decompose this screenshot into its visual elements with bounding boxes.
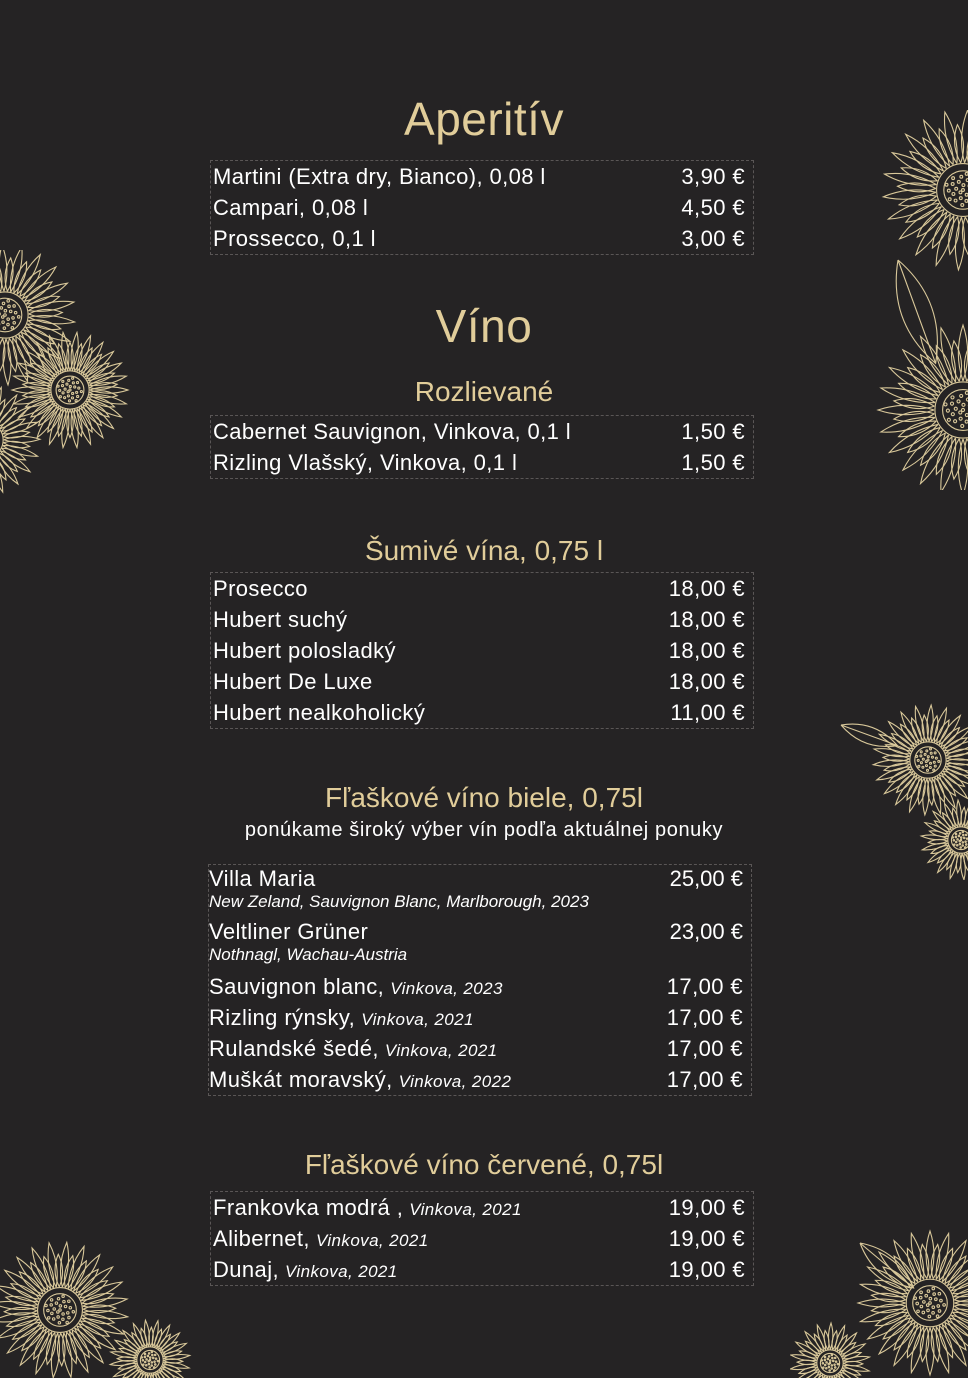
seed — [72, 1311, 74, 1313]
item-name: Prossecco, 0,1 l — [213, 226, 376, 251]
seed — [964, 847, 965, 848]
petal — [939, 1326, 952, 1358]
seed — [831, 1365, 832, 1366]
item-name: Rulandské šedé, — [209, 1036, 379, 1061]
seed — [957, 845, 958, 846]
section-title-aperitiv: Aperitív — [404, 93, 564, 145]
seed — [966, 844, 967, 845]
petal — [931, 1244, 940, 1278]
item-price: 1,50 € — [681, 450, 745, 475]
seed — [935, 757, 937, 759]
petal — [0, 451, 30, 472]
subsection-title-rozlievane: Rozlievané — [414, 376, 554, 407]
item-name: Hubert suchý — [213, 607, 348, 632]
list-item — [211, 635, 753, 666]
seed — [53, 1308, 55, 1310]
seed — [961, 204, 964, 207]
list-item — [211, 1223, 753, 1254]
item-price: 18,00 € — [668, 669, 745, 694]
seed — [930, 748, 932, 750]
seed — [922, 1311, 925, 1314]
seed — [925, 1294, 928, 1297]
seed — [157, 1360, 158, 1361]
item-origin: Vinkova, 2021 — [409, 1200, 522, 1219]
seed — [917, 759, 919, 761]
seed — [147, 1355, 148, 1356]
petal — [900, 724, 916, 745]
seed — [929, 767, 931, 769]
petal — [871, 1304, 905, 1313]
seed — [927, 756, 929, 758]
item-price: 18,00 € — [668, 638, 745, 663]
seed — [143, 1364, 144, 1365]
item-price: 19,00 € — [668, 1257, 745, 1282]
seed — [142, 1360, 143, 1361]
seed — [68, 1316, 70, 1318]
seed — [834, 1364, 835, 1365]
seed — [959, 197, 962, 200]
petal — [20, 270, 41, 296]
seed — [148, 1353, 149, 1354]
seed — [62, 1295, 64, 1297]
seed — [959, 843, 960, 844]
item-price: 17,00 € — [666, 1067, 743, 1092]
item-name: Martini (Extra dry, Bianco), 0,08 l — [213, 164, 546, 189]
petal — [911, 1233, 924, 1279]
seed — [824, 1356, 825, 1357]
seed — [57, 1311, 59, 1313]
seed — [834, 1357, 835, 1358]
seed — [954, 844, 955, 845]
petal — [952, 439, 962, 479]
petal — [911, 1327, 924, 1373]
petal — [939, 1248, 952, 1280]
seed — [148, 1360, 149, 1361]
seed — [947, 418, 950, 421]
seed — [152, 1354, 153, 1355]
seed — [961, 408, 964, 411]
item-price: 18,00 € — [668, 576, 745, 601]
item-price: 11,00 € — [670, 700, 745, 725]
item-price: 17,00 € — [666, 1036, 743, 1061]
seed — [833, 1360, 834, 1361]
cervene-list — [210, 1191, 754, 1286]
list-item — [211, 697, 753, 728]
item-price: 3,00 € — [681, 226, 745, 251]
seed — [58, 1322, 60, 1324]
petal — [907, 1326, 920, 1358]
petal — [875, 1312, 907, 1325]
seed — [957, 180, 960, 183]
offer-note: ponúkame široký výber vín podľa aktuálnej ponuky — [244, 819, 724, 841]
seed — [952, 177, 955, 180]
seed — [959, 191, 962, 194]
seed — [154, 1354, 155, 1355]
section-title-vino: Víno — [435, 300, 533, 352]
petal — [910, 151, 941, 174]
seed — [55, 1302, 57, 1304]
subsection-title-biele: Fľaškové víno biele, 0,75l — [325, 782, 643, 813]
seed — [945, 183, 948, 186]
petal — [907, 1248, 920, 1280]
seed — [960, 175, 963, 178]
seed — [50, 1299, 52, 1301]
seed — [149, 1367, 150, 1368]
seed — [952, 193, 955, 196]
seed — [938, 760, 940, 762]
seed — [833, 1370, 834, 1371]
seed — [828, 1363, 829, 1364]
petal — [937, 720, 949, 743]
seed — [937, 1305, 940, 1308]
seed — [932, 1312, 935, 1315]
petal — [920, 1244, 929, 1278]
petal — [860, 1309, 906, 1322]
item-price: 17,00 € — [666, 1005, 743, 1030]
seed — [940, 1299, 943, 1302]
seed — [943, 1304, 946, 1307]
item-price: 18,00 € — [668, 607, 745, 632]
seed — [154, 1361, 155, 1362]
seed — [51, 1312, 53, 1314]
seed — [832, 1357, 833, 1358]
seed — [144, 1356, 145, 1357]
seed — [153, 1367, 154, 1368]
seed — [153, 1357, 154, 1358]
petal — [936, 216, 954, 266]
item-name: Villa Maria — [209, 866, 316, 891]
item-origin: Vinkova, 2023 — [390, 979, 503, 998]
list-item — [211, 447, 753, 478]
seed — [916, 755, 918, 757]
seed — [50, 1304, 52, 1306]
petal — [899, 421, 937, 437]
seed — [926, 750, 928, 752]
seed — [831, 1368, 832, 1369]
seed — [835, 1361, 836, 1362]
seed — [933, 1293, 936, 1296]
petal — [877, 767, 911, 780]
seed — [52, 1318, 54, 1320]
seed — [155, 1358, 156, 1359]
petal — [2, 419, 25, 431]
list-item — [209, 971, 751, 1002]
petal — [941, 438, 956, 490]
seed — [930, 762, 932, 764]
item-price: 17,00 € — [666, 974, 743, 999]
seed — [962, 189, 965, 192]
seed — [965, 199, 968, 202]
item-name: Rizling rýnsky, — [209, 1005, 356, 1030]
item-name: Hubert polosladký — [213, 638, 396, 663]
item-name: Sauvignon blanc, — [209, 974, 385, 999]
seed — [45, 1304, 47, 1306]
seed — [959, 411, 962, 414]
sunflower-icon — [0, 1235, 200, 1378]
seed — [59, 1305, 61, 1307]
seed — [923, 1301, 926, 1304]
seed — [947, 189, 950, 192]
list-item — [211, 161, 753, 192]
seed — [959, 417, 962, 420]
seed — [826, 1368, 827, 1369]
seed — [148, 1363, 149, 1364]
seed — [938, 1292, 941, 1295]
petal — [894, 411, 934, 421]
item-name: Hubert nealkoholický — [213, 700, 426, 725]
seed — [934, 752, 936, 754]
item-origin: Vinkova, 2021 — [315, 1231, 429, 1250]
seed — [826, 1362, 827, 1363]
leaf-icon — [841, 724, 897, 746]
seed — [920, 1305, 923, 1308]
seed — [63, 1300, 65, 1302]
seed — [827, 1358, 828, 1359]
item-price: 19,00 € — [668, 1226, 745, 1251]
seed — [927, 1290, 930, 1293]
item-origin: Vinkova, 2021 — [384, 1041, 498, 1060]
petal — [875, 1280, 907, 1293]
seed — [62, 1318, 64, 1320]
seed — [68, 1300, 70, 1302]
seed — [955, 187, 958, 190]
item-name: Veltliner Grüner — [209, 919, 369, 944]
seed — [926, 1304, 929, 1307]
seed — [824, 1364, 825, 1365]
seed — [821, 1360, 822, 1361]
sunflower-icon — [790, 1228, 968, 1378]
seed — [933, 761, 935, 763]
seed — [951, 183, 954, 186]
seed — [962, 845, 963, 846]
petal — [936, 1327, 949, 1373]
seed — [822, 1363, 823, 1364]
seed — [47, 1317, 49, 1319]
seed — [57, 1316, 59, 1318]
item-origin: Vinkova, 2021 — [285, 1262, 398, 1281]
petal — [936, 437, 952, 475]
item-name: Hubert De Luxe — [213, 669, 373, 694]
seed — [934, 765, 936, 767]
seed — [831, 1354, 832, 1355]
petal — [936, 1233, 949, 1279]
seed — [946, 409, 949, 412]
item-name: Dunaj, — [213, 1257, 279, 1282]
seed — [927, 769, 929, 771]
item-name: Muškát moravský, — [209, 1067, 393, 1092]
flower-center — [38, 1288, 83, 1333]
seed — [936, 1315, 939, 1318]
seed — [951, 413, 954, 416]
list-item — [209, 918, 751, 971]
petal — [14, 262, 27, 293]
seed — [925, 761, 927, 763]
seed — [146, 1359, 147, 1360]
seed — [960, 847, 961, 848]
seed — [954, 199, 957, 202]
seed — [920, 751, 922, 753]
list-item — [209, 1064, 751, 1095]
subsection-title-sumive: Šumivé vína, 0,75 l — [364, 535, 604, 566]
item-name: Campari, 0,08 l — [213, 195, 369, 220]
seed — [47, 1309, 49, 1311]
seed — [151, 1365, 152, 1366]
list-item — [209, 865, 751, 918]
seed — [920, 1291, 923, 1294]
sumive-list — [210, 572, 754, 729]
seed — [938, 1310, 941, 1313]
seed — [933, 769, 935, 771]
petal — [934, 708, 946, 742]
item-details: New Zeland, Sauvignon Blanc, Marlborough, 2023 — [209, 892, 589, 911]
seed — [919, 1296, 922, 1299]
petal — [949, 217, 959, 255]
seed — [141, 1357, 142, 1358]
item-price: 1,50 € — [681, 419, 745, 444]
item-name: Alibernet, — [213, 1226, 310, 1251]
seed — [151, 1351, 152, 1352]
seed — [920, 762, 922, 764]
item-name: Cabernet Sauvignon, Vinkova, 0,1 l — [213, 419, 572, 444]
seed — [930, 752, 932, 754]
list-item — [211, 573, 753, 604]
petal — [892, 733, 913, 749]
seed — [928, 1315, 931, 1318]
seed — [962, 184, 965, 187]
petal — [871, 1293, 905, 1302]
seed — [925, 765, 927, 767]
list-item — [209, 1002, 751, 1033]
petal — [860, 1284, 906, 1297]
seed — [922, 766, 924, 768]
seed — [69, 1307, 71, 1309]
list-item — [211, 1192, 753, 1223]
seed — [64, 1305, 66, 1307]
item-origin: Vinkova, 2021 — [361, 1010, 474, 1029]
list-item — [211, 416, 753, 447]
item-name: Prosecco — [213, 576, 308, 601]
seed — [67, 1312, 69, 1314]
petal — [917, 210, 944, 238]
flower-center — [937, 164, 968, 217]
seed — [151, 1362, 152, 1363]
seed — [922, 758, 924, 760]
subsection-title-cervene: Fľaškové víno červené, 0,75l — [304, 1149, 664, 1180]
petal — [931, 1327, 940, 1361]
seed — [935, 1298, 938, 1301]
biele-list — [208, 864, 752, 1096]
seed — [837, 1363, 838, 1364]
item-details: Nothnagl, Wachau-Austria — [209, 945, 408, 964]
seed — [961, 424, 964, 427]
aperitiv-list — [210, 160, 754, 255]
list-item — [211, 604, 753, 635]
item-price: 25,00 € — [669, 866, 743, 891]
petal — [0, 407, 29, 429]
seed — [916, 1302, 919, 1305]
petal — [946, 766, 968, 775]
list-item — [209, 1033, 751, 1064]
list-item — [211, 1254, 753, 1285]
seed — [66, 1321, 68, 1323]
list-item — [211, 223, 753, 254]
seed — [954, 420, 957, 423]
rozlievane-list — [210, 415, 754, 479]
petal — [961, 854, 966, 880]
seed — [835, 1367, 836, 1368]
petal — [932, 214, 950, 248]
petal — [888, 200, 937, 219]
seed — [927, 1309, 930, 1312]
seed — [932, 1287, 935, 1290]
seed — [924, 753, 926, 755]
seed — [155, 1364, 156, 1365]
item-price: 4,50 € — [681, 195, 745, 220]
seed — [948, 198, 951, 201]
item-name: Frankovka modrá , — [213, 1195, 404, 1220]
seed — [920, 755, 922, 757]
petal — [804, 1371, 819, 1378]
list-item — [211, 666, 753, 697]
petal — [920, 1327, 929, 1361]
seed — [829, 1360, 830, 1361]
seed — [918, 765, 920, 767]
petal — [881, 417, 935, 432]
seed — [57, 1298, 59, 1300]
seed — [146, 1365, 147, 1366]
seed — [144, 1353, 145, 1354]
item-name: Rizling Vlašský, Vinkova, 0,1 l — [213, 450, 518, 475]
list-item — [211, 192, 753, 223]
seed — [929, 1297, 932, 1300]
seed — [829, 1370, 830, 1371]
item-price: 19,00 € — [668, 1195, 745, 1220]
seed — [828, 1366, 829, 1367]
seed — [823, 1367, 824, 1368]
seed — [931, 756, 933, 758]
item-price: 23,00 € — [669, 919, 743, 944]
seed — [144, 1361, 145, 1362]
seed — [914, 1297, 917, 1300]
seed — [824, 1359, 825, 1360]
seed — [62, 1313, 64, 1315]
item-origin: Vinkova, 2022 — [398, 1072, 512, 1091]
flower-center — [906, 1279, 954, 1327]
seed — [917, 1310, 920, 1313]
item-price: 3,90 € — [681, 164, 745, 189]
seed — [828, 1356, 829, 1357]
seed — [932, 1306, 935, 1309]
petal — [931, 716, 938, 742]
seed — [149, 1357, 150, 1358]
